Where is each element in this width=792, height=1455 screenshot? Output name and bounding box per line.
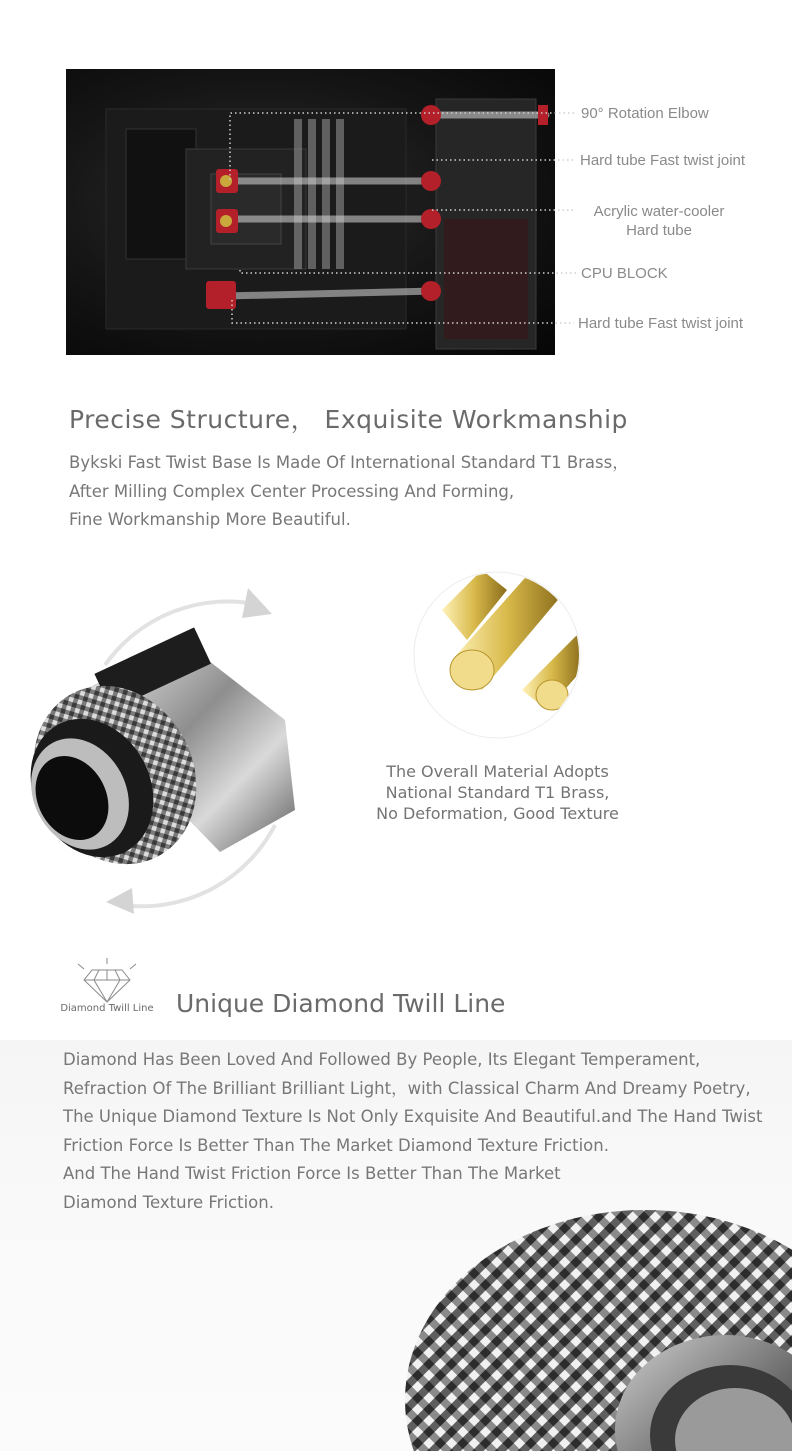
body-line: Diamond Has Been Loved And Followed By People, Its Elegant Temperament, (63, 1050, 701, 1069)
callout-joint-top: Hard tube Fast twist joint (580, 152, 746, 169)
material-line: The Overall Material Adopts (386, 762, 609, 781)
section-title-structure: Precise Structure， Exquisite Workmanship (69, 405, 628, 434)
section-body-diamond (63, 1046, 762, 1217)
arrow-top-icon (242, 588, 272, 618)
body-line: And The Hand Twist Friction Force Is Better Than The Market (63, 1164, 561, 1183)
body-line: Fine Workmanship More Beautiful. (69, 510, 351, 529)
brass-rods-image (412, 570, 582, 740)
material-line: No Deformation, Good Texture (376, 804, 619, 823)
callout-cpu-block: CPU BLOCK (581, 265, 668, 282)
leader-lines (0, 0, 792, 360)
body-line: Diamond Texture Friction. (63, 1192, 274, 1212)
body-line: Friction Force Is Better Than The Market Diamond Texture Friction. (63, 1135, 609, 1155)
material-description (350, 761, 645, 824)
section-title-diamond: Unique Diamond Twill Line (176, 989, 506, 1018)
diamond-badge-label: Diamond Twill Line (60, 1003, 154, 1014)
callout-acrylic-line1: Acrylic water-cooler (593, 203, 725, 220)
callout-elbow: 90° Rotation Elbow (581, 105, 709, 122)
body-line: The Unique Diamond Texture Is Not Only Exquisite And Beautiful.and The Hand Twist (63, 1107, 763, 1126)
body-line: Bykski Fast Twist Base Is Made Of International Standard T1 Brass， (69, 453, 629, 472)
diamond-icon (54, 956, 160, 1006)
section-body-structure (69, 449, 629, 535)
body-line: After Milling Complex Center Processing And Forming, (69, 481, 515, 501)
body-line: Refraction Of The Brilliant Brilliant Light，with Classical Charm And Dreamy Poetry, (63, 1078, 751, 1098)
material-line: National Standard T1 Brass, (385, 783, 610, 802)
callout-joint-bottom: Hard tube Fast twist joint (578, 315, 744, 332)
callout-acrylic-line2: Hard tube (626, 222, 692, 239)
rotation-fitting-image (10, 570, 330, 940)
arrow-bottom-icon (106, 888, 134, 914)
knurled-ring-image (395, 1200, 792, 1451)
callout-acrylic (583, 202, 735, 240)
